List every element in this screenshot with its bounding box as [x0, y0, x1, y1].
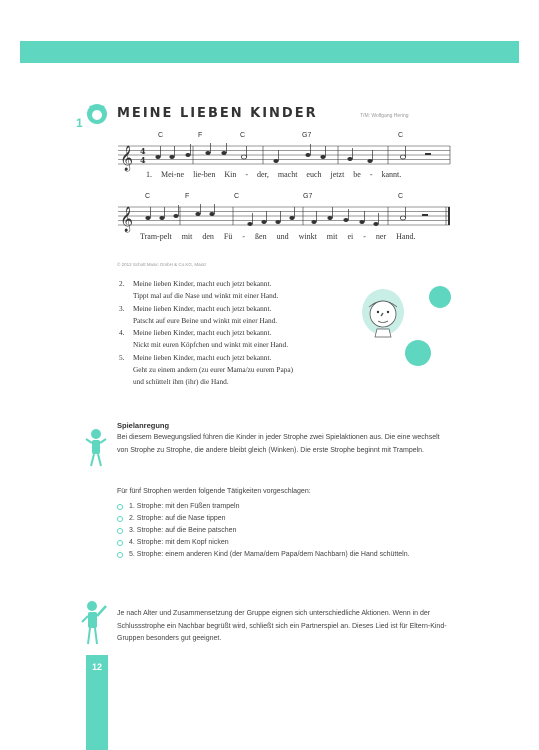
- copyright-notice: © 2012 Schott Music GmbH & Co.KG, Mainz: [117, 262, 207, 267]
- list-item: 3. Strophe: auf die Beine patschen: [117, 525, 450, 537]
- bullet-icon: [117, 504, 123, 510]
- verse-line: Meine lieben Kinder, macht euch jetzt bekannt.: [133, 328, 272, 338]
- verse-line: Meine lieben Kinder, macht euch jetzt bekannt.: [133, 279, 272, 288]
- list-item: 2. Strophe: auf die Nase tippen: [117, 513, 450, 525]
- verse-5: [119, 352, 293, 389]
- list-item: 5. Strophe: einem anderen Kind (der Mama/dem Papa/dem Nachbarn) die Hand schütteln.: [117, 549, 450, 561]
- page-number: 12: [91, 662, 102, 672]
- chord-1-5: C: [398, 132, 404, 139]
- section-heading: Spielanregung: [117, 421, 170, 430]
- verse-line: Geht zu einem andern (zu eurer Mama/zu eurem Papa): [133, 365, 294, 375]
- chord-1-4: G7: [302, 132, 312, 139]
- list-item: 1. Strophe: mit den Füßen trampeln: [117, 501, 450, 513]
- verse-number: 4.: [119, 328, 125, 338]
- chord-1-2: F: [198, 132, 203, 139]
- child-nose-illustration: [355, 285, 465, 380]
- song-credit: T/M: Wolfgang Hering: [360, 113, 409, 119]
- verse-number: 5.: [119, 352, 125, 362]
- verse-line: Meine lieben Kinder, macht euch jetzt bekannt.: [133, 303, 272, 313]
- chord-2-1: C: [145, 193, 151, 200]
- chord-1-1: C: [158, 132, 164, 139]
- verse-number: 2.: [119, 279, 125, 288]
- bullet-icon: [117, 552, 123, 558]
- song-number: 1: [76, 116, 83, 130]
- verse-line: Tippt mal auf die Nase und winkt mit einer Hand.: [133, 291, 279, 301]
- closing-paragraph: Je nach Alter und Zusammensetzung der Gruppe eignen sich unterschiedliche Aktionen. Wenn in der Schlussstrophe ein Nachbar begrüßt wird, schließt sich ein Partnerspiel an. Dieses Lied ist für Eltern-Kind-Gruppen besonders gut geeignet.: [117, 610, 447, 642]
- verse-2: [119, 278, 293, 303]
- svg-text:𝄞: 𝄞: [120, 146, 134, 171]
- verse-list: [119, 278, 293, 389]
- lyrics-line-2: Tram-pelt mit den Fü - ßen und winkt mit ei - ner Hand.: [140, 232, 416, 241]
- verse-line: und schüttelt ihm (ihr) die Hand.: [133, 377, 229, 387]
- chord-2-4: G7: [303, 193, 313, 200]
- svg-text:4: 4: [140, 146, 146, 156]
- chord-2-3: C: [234, 193, 240, 200]
- chord-1-3: C: [240, 132, 246, 139]
- bullet-icon: [117, 540, 123, 546]
- activities-intro: Für fünf Strophen werden folgende Tätigkeiten vorgeschlagen:: [117, 488, 311, 495]
- verse-line: Patscht auf eure Beine und winkt mit einer Hand.: [133, 315, 278, 325]
- chord-2-5: C: [398, 193, 404, 200]
- chord-2-2: F: [185, 193, 190, 200]
- verse-4: [119, 327, 293, 352]
- dancing-child-icon: [85, 428, 107, 470]
- verse-3: [119, 303, 293, 328]
- music-staff-1: [118, 143, 452, 169]
- intro-paragraph: Bei diesem Bewegungslied führen die Kinder in jeder Strophe zwei Spielaktionen aus. Die eine wechselt von Strophe zu Strophe, die andere bleibt gleich (Winken). Die erste Strophe beginnt mit Trampeln.: [117, 434, 440, 454]
- verse-line: Meine lieben Kinder, macht euch jetzt bekannt.: [133, 352, 272, 362]
- music-staff-2: [118, 204, 452, 230]
- verse-number: 3.: [119, 303, 125, 313]
- song-title: MEINE LIEBEN KINDER: [117, 106, 318, 121]
- header-band: [20, 41, 519, 63]
- activity-list: [117, 501, 450, 561]
- lyrics-line-1: 1. Mei-ne lie-ben Kin - der, macht euch jetzt be - kannt.: [146, 170, 402, 179]
- child-icon: [84, 100, 110, 126]
- svg-text:𝄞: 𝄞: [120, 207, 134, 232]
- list-item: 4. Strophe: mit dem Kopf nicken: [117, 537, 450, 549]
- svg-text:4: 4: [140, 155, 146, 165]
- bullet-icon: [117, 516, 123, 522]
- bullet-icon: [117, 528, 123, 534]
- child-with-guitar-icon: [80, 600, 108, 648]
- verse-line: Nickt mit euren Köpfchen und winkt mit einer Hand.: [133, 340, 289, 350]
